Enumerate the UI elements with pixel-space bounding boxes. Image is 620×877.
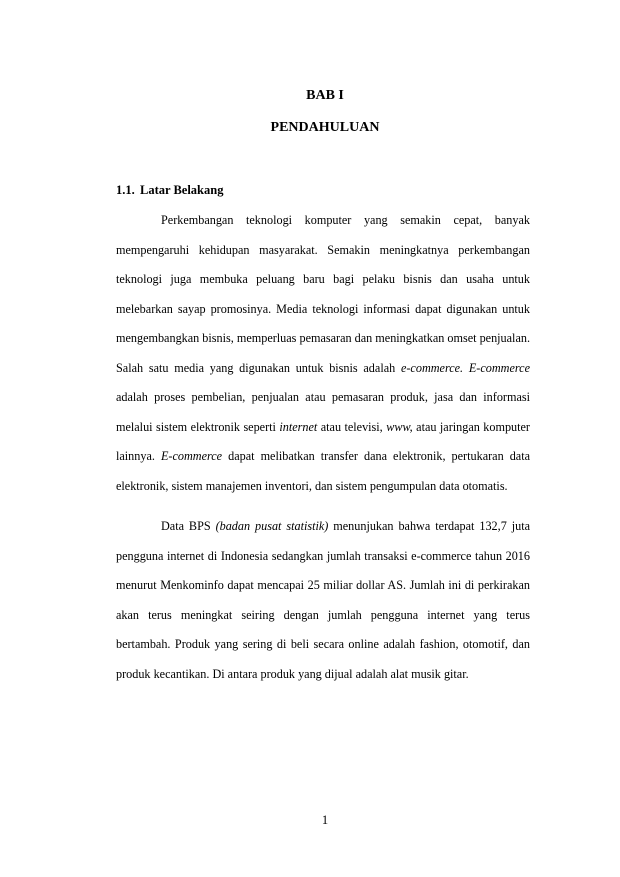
chapter-number: BAB I [306, 88, 344, 103]
text-run: Data BPS [161, 519, 216, 533]
paragraph-latar-belakang-1 [116, 206, 530, 501]
section-title: Latar Belakang [140, 183, 224, 197]
emphasis-run: E-commerce [160, 449, 223, 463]
page-number: 1 [321, 813, 329, 827]
emphasis-run: www, [386, 419, 413, 434]
emphasis-run: internet [279, 419, 318, 434]
section-heading [116, 183, 223, 198]
emphasis-run: e-commerce. [400, 360, 464, 375]
text-run: Perkembangan teknologi komputer yang semakin cepat, banyak mempengaruhi kehidupan masyarakat. Semakin meningkatnya perkembangan teknologi juga membuka peluang baru bagi pelaku bisnis dan usaha untuk melebarkan sayap promosinya. Media teknologi informasi dapat digunakan untuk mengembangkan bisnis, memperluas pemasaran dan meningkatkan omset penjualan. Salah satu media yang digunakan untuk bisnis adalah [116, 213, 530, 375]
emphasis-run: E-commerce [468, 360, 530, 375]
text-run: menunjukan bahwa terdapat 132,7 juta pengguna internet di Indonesia sedangkan jumlah transaksi e-commerce tahun 2016 menurut Menkominfo dapat mencapai 25 miliar dollar AS. Jumlah ini di perkirakan akan terus meningkat seiring dengan jumlah pengguna internet yang terus bertambah. Produk yang sering di beli secara online adalah fashion, otomotif, dan produk kecantikan. Di antara produk yang dijual adalah alat musik gitar. [116, 519, 530, 681]
emphasis-run: (badan pusat statistik) [215, 519, 329, 533]
text-run: dapat melibatkan transfer dana elektronik, pertukaran data elektronik, sistem manajemen inventori, dan sistem pengumpulan data otomatis. [116, 449, 530, 493]
text-run: atau jaringan komputer lainnya. [116, 419, 530, 463]
section-number: 1.1. [116, 183, 135, 197]
paragraph-latar-belakang-2 [116, 512, 530, 689]
text-run: adalah proses pembelian, penjualan atau pemasaran produk, jasa dan informasi melalui sistem elektronik seperti [116, 390, 530, 434]
chapter-title: PENDAHULUAN [270, 120, 380, 135]
text-run: atau televisi, [317, 419, 387, 434]
